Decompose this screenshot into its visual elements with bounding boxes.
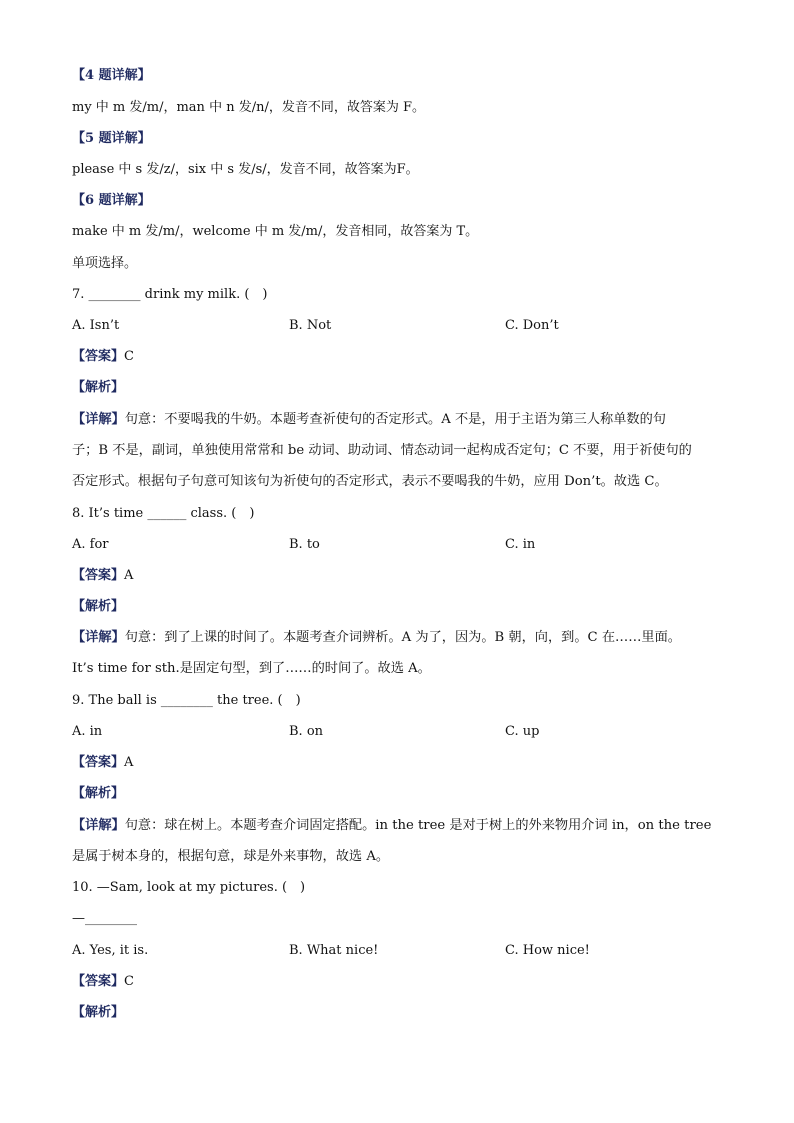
q8-option-c: C. in bbox=[505, 537, 536, 552]
q5-detail: please 中 s 发/z/，six 中 s 发/s/，发音不同，故答案为F。 bbox=[72, 162, 419, 177]
q9-detail-line-1 bbox=[72, 817, 711, 835]
q7-option-c: C. Don’t bbox=[505, 318, 559, 333]
q7-option-a: A. Isn’t bbox=[72, 318, 120, 333]
q7-analysis-label: 【解析】 bbox=[72, 380, 125, 395]
q9-option-c: C. up bbox=[505, 724, 540, 739]
q9-option-a: A. in bbox=[72, 724, 103, 739]
q10-reply: —________ bbox=[72, 911, 137, 926]
q8-option-b: B. to bbox=[289, 537, 320, 552]
q10-option-c: C. How nice! bbox=[505, 943, 590, 958]
q8-option-a: A. for bbox=[72, 537, 109, 552]
answer-label: 【答案】 bbox=[72, 755, 125, 770]
q8-detail-line-2: It’s time for sth.是固定句型，到了……的时间了。故选 A。 bbox=[72, 661, 431, 676]
q7-answer bbox=[72, 348, 134, 366]
q7-stem: 7. ________ drink my milk. ( ) bbox=[72, 287, 268, 302]
detail-label: 【详解】 bbox=[72, 412, 125, 427]
q6-heading: 【6 题详解】 bbox=[72, 193, 151, 208]
answer-label: 【答案】 bbox=[72, 568, 125, 583]
detail-label: 【详解】 bbox=[72, 630, 125, 645]
q10-option-a: A. Yes, it is. bbox=[72, 943, 149, 958]
answer-label: 【答案】 bbox=[72, 349, 125, 364]
q6-detail: make 中 m 发/m/，welcome 中 m 发/m/，发音相同，故答案为 T。 bbox=[72, 224, 479, 239]
q9-stem: 9. The ball is ________ the tree. ( ) bbox=[72, 693, 301, 708]
q10-analysis-label: 【解析】 bbox=[72, 1005, 125, 1020]
q10-option-b: B. What nice! bbox=[289, 943, 379, 958]
q9-answer bbox=[72, 754, 133, 772]
q8-analysis-label: 【解析】 bbox=[72, 599, 125, 614]
detail-text: 句意：到了上课的时间了。本题考查介词辨析。A 为了，因为。B 朝，向，到。C 在……里面。 bbox=[124, 630, 681, 645]
answer-value: A bbox=[124, 755, 134, 770]
detail-label: 【详解】 bbox=[72, 818, 125, 833]
answer-label: 【答案】 bbox=[72, 974, 125, 989]
q7-detail-line-3: 否定形式。根据句子句意可知该句为祈使句的否定形式，表示不要喝我的牛奶，应用 Don’t。故选 C。 bbox=[72, 474, 668, 489]
q9-option-b: B. on bbox=[289, 724, 324, 739]
q10-stem: 10. —Sam, look at my pictures. ( ) bbox=[72, 880, 306, 895]
q8-answer bbox=[72, 567, 133, 585]
answer-value: C bbox=[124, 349, 134, 364]
q10-answer bbox=[72, 973, 134, 991]
answer-value: C bbox=[124, 974, 134, 989]
q4-detail: my 中 m 发/m/，man 中 n 发/n/，发音不同，故答案为 F。 bbox=[72, 100, 425, 115]
detail-text: 句意：不要喝我的牛奶。本题考查祈使句的否定形式。A 不是，用于主语为第三人称单数的句 bbox=[124, 412, 666, 427]
q9-analysis-label: 【解析】 bbox=[72, 786, 125, 801]
q7-option-b: B. Not bbox=[289, 318, 332, 333]
q7-detail-line-1 bbox=[72, 411, 666, 429]
q8-stem: 8. It’s time ______ class. ( ) bbox=[72, 506, 255, 521]
q4-heading: 【4 题详解】 bbox=[72, 68, 151, 83]
q8-detail-line-1 bbox=[72, 629, 681, 647]
q9-detail-line-2: 是属于树本身的，根据句意，球是外来事物，故选 A。 bbox=[72, 849, 390, 864]
section-title: 单项选择。 bbox=[72, 256, 138, 271]
q5-heading: 【5 题详解】 bbox=[72, 131, 151, 146]
answer-value: A bbox=[124, 568, 134, 583]
q7-detail-line-2: 子；B 不是，副词，单独使用常常和 be 动词、助动词、情态动词一起构成否定句；C 不要，用于祈使句的 bbox=[72, 443, 692, 458]
detail-text: 句意：球在树上。本题考查介词固定搭配。in the tree 是对于树上的外来物用介词 in，on the tree bbox=[124, 818, 712, 833]
